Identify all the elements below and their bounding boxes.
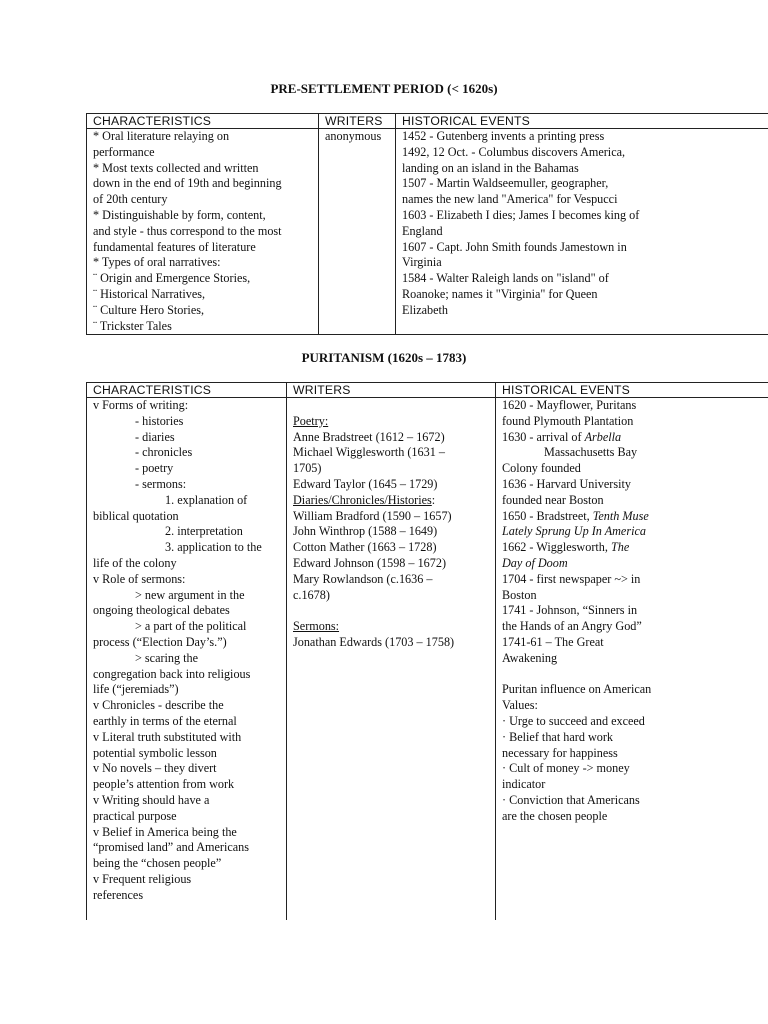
- list-item: 1. explanation of: [165, 492, 248, 507]
- list-item: 1584 - Walter Raleigh lands on "island" of: [402, 271, 609, 286]
- list-item: [502, 430, 768, 446]
- list-item: ¨ Trickster Tales: [93, 318, 172, 333]
- writers-category-poetry: Poetry:: [293, 413, 329, 428]
- list-item: c.1678): [293, 587, 330, 602]
- puritanism-table: [86, 382, 768, 920]
- list-item: * Distinguishable by form, content,: [93, 207, 266, 222]
- events-cell: [396, 129, 768, 335]
- list-item: v Forms of writing:: [93, 398, 189, 412]
- list-item: v No novels – they divert: [93, 761, 217, 776]
- list-item: * Oral literature relaying on: [93, 129, 230, 143]
- list-item: Massachusetts Bay: [544, 445, 638, 460]
- list-item: fundamental features of literature: [93, 239, 256, 254]
- list-item: 1507 - Martin Waldseemuller, geographer,: [402, 176, 609, 191]
- list-item: 1704 - first newspaper ~> in: [502, 571, 641, 586]
- list-item: · Conviction that Americans: [502, 792, 640, 807]
- list-item: > new argument in the: [135, 587, 245, 602]
- list-item: William Bradford (1590 – 1657): [293, 508, 452, 523]
- event-title: Tenth Muse: [592, 508, 649, 523]
- list-item: Jonathan Edwards (1703 – 1758): [293, 634, 455, 649]
- list-item: performance: [93, 144, 155, 159]
- writers-cell: [319, 129, 396, 335]
- list-item: practical purpose: [93, 808, 177, 823]
- list-item: the Hands of an Angry God”: [502, 619, 642, 634]
- section-title-pre-settlement: PRE-SETTLEMENT PERIOD (< 1620s): [270, 81, 498, 96]
- list-item: 1705): [293, 461, 322, 476]
- list-item: · Cult of money -> money: [502, 761, 630, 776]
- list-item: v Writing should have a: [93, 792, 210, 807]
- list-item: life (“jeremiads”): [93, 682, 179, 697]
- list-item: Elizabeth: [402, 302, 449, 317]
- list-item: Awakening: [502, 650, 558, 665]
- list-item: v Literal truth substituted with: [93, 729, 242, 744]
- table-header-row: [87, 383, 768, 398]
- table-header-row: [87, 114, 768, 129]
- list-item: Anne Bradstreet (1612 – 1672): [293, 429, 445, 444]
- list-item: - chronicles: [135, 445, 193, 460]
- list-item: 1452 - Gutenberg invents a printing press: [402, 129, 605, 143]
- list-item: ¨ Origin and Emergence Stories,: [93, 271, 251, 286]
- list-item: v Frequent religious: [93, 871, 192, 886]
- list-item: - diaries: [135, 429, 175, 444]
- list-item: of 20th century: [93, 192, 168, 207]
- list-item: 3. application to the: [165, 540, 262, 555]
- spacer: [293, 603, 495, 619]
- list-item: down in the end of 19th and beginning: [93, 176, 282, 191]
- events-cell: [496, 398, 768, 921]
- event-text: 1630 - arrival of: [502, 429, 585, 444]
- list-item: * Most texts collected and written: [93, 160, 259, 175]
- header-characteristics: CHARACTERISTICS: [87, 383, 287, 398]
- table-row: [87, 129, 768, 335]
- list-item: Day of Doom: [502, 555, 568, 570]
- list-item: being the “chosen people”: [93, 856, 222, 871]
- list-item: - histories: [135, 413, 184, 428]
- list-item: anonymous: [325, 129, 382, 143]
- list-item: found Plymouth Plantation: [502, 413, 634, 428]
- list-item: congregation back into religious: [93, 666, 251, 681]
- list-item: · Belief that hard work: [502, 729, 614, 744]
- list-item: ongoing theological debates: [93, 603, 230, 618]
- category-label: Diaries/Chronicles/Histories: [293, 492, 432, 507]
- header-writers: WRITERS: [287, 383, 496, 398]
- header-historical-events: HISTORICAL EVENTS: [396, 114, 768, 129]
- list-item: 1741-61 – The Great: [502, 634, 604, 649]
- characteristics-cell: [87, 129, 319, 335]
- list-item: necessary for happiness: [502, 745, 618, 760]
- list-item: · Urge to succeed and exceed: [502, 713, 645, 728]
- list-item: [502, 509, 768, 525]
- list-item: v Chronicles - describe the: [93, 698, 224, 713]
- pre-settlement-table: [86, 113, 768, 335]
- list-item: - poetry: [135, 461, 174, 476]
- list-item: Roanoke; names it "Virginia" for Queen: [402, 286, 598, 301]
- list-item: v Belief in America being the: [93, 824, 237, 839]
- list-item: Michael Wigglesworth (1631 –: [293, 445, 445, 460]
- list-item: Cotton Mather (1663 – 1728): [293, 540, 437, 555]
- list-item: John Winthrop (1588 – 1649): [293, 524, 438, 539]
- list-item: > scaring the: [135, 650, 199, 665]
- list-item: biblical quotation: [93, 508, 179, 523]
- list-item: Lately Sprung Up In America: [502, 524, 646, 539]
- event-title: Arbella: [584, 429, 622, 444]
- list-item: and style - thus correspond to the most: [93, 223, 282, 238]
- writers-category-diaries: [293, 493, 495, 509]
- spacer: [502, 667, 768, 683]
- header-characteristics: CHARACTERISTICS: [87, 114, 319, 129]
- list-item: 1492, 12 Oct. - Columbus discovers America,: [402, 144, 626, 159]
- list-item: Boston: [502, 587, 537, 602]
- event-text: 1650 - Bradstreet,: [502, 508, 593, 523]
- list-item: Edward Johnson (1598 – 1672): [293, 555, 447, 570]
- list-item: Virginia: [402, 255, 442, 270]
- list-item: v Role of sermons:: [93, 571, 186, 586]
- list-item: landing on an island in the Bahamas: [402, 160, 579, 175]
- list-item: earthly in terms of the eternal: [93, 713, 237, 728]
- event-text: 1662 - Wigglesworth,: [502, 540, 611, 555]
- list-item: - sermons:: [135, 476, 187, 491]
- list-item: 1620 - Mayflower, Puritans: [502, 398, 637, 412]
- list-item: England: [402, 223, 443, 238]
- list-item: indicator: [502, 777, 546, 792]
- list-item: 2. interpretation: [165, 524, 243, 539]
- list-item: “promised land” and Americans: [93, 840, 250, 855]
- list-item: Mary Rowlandson (c.1636 –: [293, 571, 433, 586]
- header-writers: WRITERS: [319, 114, 396, 129]
- list-item: Puritan influence on American: [502, 682, 652, 697]
- list-item: * Types of oral narratives:: [93, 255, 221, 270]
- list-item: 1603 - Elizabeth I dies; James I becomes king of: [402, 207, 640, 222]
- characteristics-cell: [87, 398, 287, 921]
- list-item: ¨ Culture Hero Stories,: [93, 302, 205, 317]
- list-item: potential symbolic lesson: [93, 745, 217, 760]
- event-title: The: [610, 540, 630, 555]
- list-item: > a part of the political: [135, 619, 247, 634]
- writers-cell: [287, 398, 496, 921]
- list-item: people’s attention from work: [93, 777, 235, 792]
- list-item: are the chosen people: [502, 808, 608, 823]
- list-item: 1741 - Johnson, “Sinners in: [502, 603, 638, 618]
- list-item: life of the colony: [93, 555, 177, 570]
- list-item: Colony founded: [502, 461, 581, 476]
- list-item: [502, 540, 768, 556]
- list-item: founded near Boston: [502, 492, 604, 507]
- list-item: 1607 - Capt. John Smith founds Jamestown in: [402, 239, 627, 254]
- list-item: names the new land "America" for Vespucci: [402, 192, 618, 207]
- table-row: [87, 398, 768, 921]
- list-item: process (“Election Day’s.”): [93, 634, 227, 649]
- spacer: [293, 398, 495, 414]
- section-title-puritanism: PURITANISM (1620s – 1783): [301, 350, 467, 365]
- list-item: Edward Taylor (1645 – 1729): [293, 476, 438, 491]
- list-item: 1636 - Harvard University: [502, 476, 631, 491]
- list-item: Values:: [502, 698, 538, 713]
- category-colon: :: [431, 492, 436, 507]
- header-historical-events: HISTORICAL EVENTS: [496, 383, 768, 398]
- list-item: ¨ Historical Narratives,: [93, 286, 206, 301]
- writers-category-sermons: Sermons:: [293, 619, 340, 634]
- list-item: references: [93, 887, 144, 902]
